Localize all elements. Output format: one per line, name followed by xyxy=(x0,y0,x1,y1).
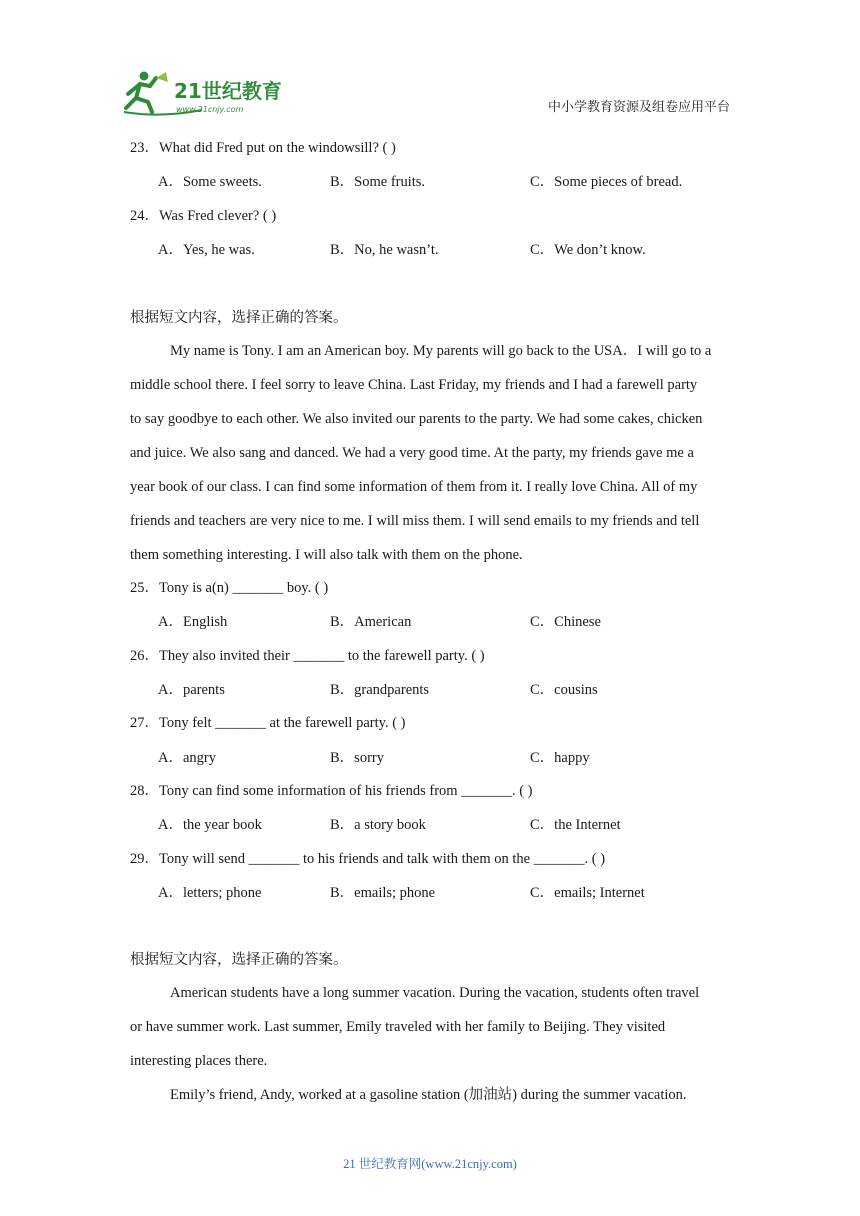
passage-line: interesting places there. xyxy=(130,1053,268,1069)
section-1-title: 根据短文内容，选择正确的答案。 xyxy=(130,310,348,326)
passage-line: middle school there. I feel sorry to leave China. Last Friday, my friends and I had a farewell party xyxy=(130,377,698,393)
logo-text: 21世纪教育 xyxy=(174,79,282,103)
passage-line: or have summer work. Last summer, Emily traveled with her family to Beijing. They visited xyxy=(130,1019,666,1035)
q27-option-b: B．sorry xyxy=(330,750,384,766)
logo-url: www.21cnjy.com xyxy=(176,105,244,114)
q23-option-c: C．Some pieces of bread. xyxy=(530,174,683,190)
q29-option-c: C．emails; Internet xyxy=(530,885,645,901)
passage-line: Emily’s friend, Andy, worked at a gasoline station (加油站) during the summer vacation. xyxy=(170,1087,687,1103)
question-28-stem: 28．Tony can find some information of his friends from _______. ( ) xyxy=(130,783,533,799)
q23-option-b: B．Some fruits. xyxy=(330,174,426,190)
q25-option-b: B．American xyxy=(330,614,412,630)
passage-line: American students have a long summer vacation. During the vacation, students often travel xyxy=(170,985,700,1001)
section-2-passage xyxy=(130,976,732,1112)
page-footer: 21 世纪教育网(www.21cnjy.com) xyxy=(343,1157,517,1171)
q26-option-b: B．grandparents xyxy=(330,682,430,698)
passage-line: to say goodbye to each other. We also invited our parents to the party. We had some cakes, chicken xyxy=(130,411,703,427)
passage-line: and juice. We also sang and danced. We had a very good time. At the party, my friends gave me a xyxy=(130,445,694,461)
q24-option-b: B．No, he wasn’t. xyxy=(330,242,439,258)
q24-option-a: A．Yes, he was. xyxy=(158,242,255,258)
passage-line: friends and teachers are very nice to me. I will miss them. I will send emails to my friends and tell xyxy=(130,513,700,529)
question-29-stem: 29．Tony will send _______ to his friends and talk with them on the _______. ( ) xyxy=(130,851,606,867)
q27-option-c: C．happy xyxy=(530,750,590,766)
section-2-title: 根据短文内容，选择正确的答案。 xyxy=(130,952,348,968)
q25-option-c: C．Chinese xyxy=(530,614,601,630)
question-23-stem: 23．What did Fred put on the windowsill? ( ) xyxy=(130,140,396,156)
question-26-stem: 26．They also invited their _______ to the farewell party. ( ) xyxy=(130,648,485,664)
q28-option-c: C．the Internet xyxy=(530,817,621,833)
q24-option-c: C．We don’t know. xyxy=(530,242,646,258)
section-1-passage xyxy=(130,334,732,572)
question-25-stem: 25．Tony is a(n) _______ boy. ( ) xyxy=(130,580,329,596)
q28-option-a: A．the year book xyxy=(158,817,262,833)
q27-option-a: A．angry xyxy=(158,750,216,766)
q29-option-a: A．letters; phone xyxy=(158,885,262,901)
question-24-stem: 24．Was Fred clever? ( ) xyxy=(130,208,277,224)
q29-option-b: B．emails; phone xyxy=(330,885,436,901)
site-logo xyxy=(122,68,292,118)
platform-label: 中小学教育资源及组卷应用平台 xyxy=(547,100,730,115)
passage-line: year book of our class. I can find some information of them from it. I really love China. All of my xyxy=(130,479,698,495)
question-27-stem: 27．Tony felt _______ at the farewell party. ( ) xyxy=(130,715,406,731)
page-header xyxy=(0,0,860,130)
q26-option-a: A．parents xyxy=(158,682,225,698)
passage-line: them something interesting. I will also talk with them on the phone. xyxy=(130,547,523,563)
q28-option-b: B．a story book xyxy=(330,817,426,833)
q26-option-c: C．cousins xyxy=(530,682,598,698)
q25-option-a: A．English xyxy=(158,614,228,630)
passage-line: My name is Tony. I am an American boy. My parents will go back to the USA．I will go to a xyxy=(170,343,712,359)
q23-option-a: A．Some sweets. xyxy=(158,174,262,190)
